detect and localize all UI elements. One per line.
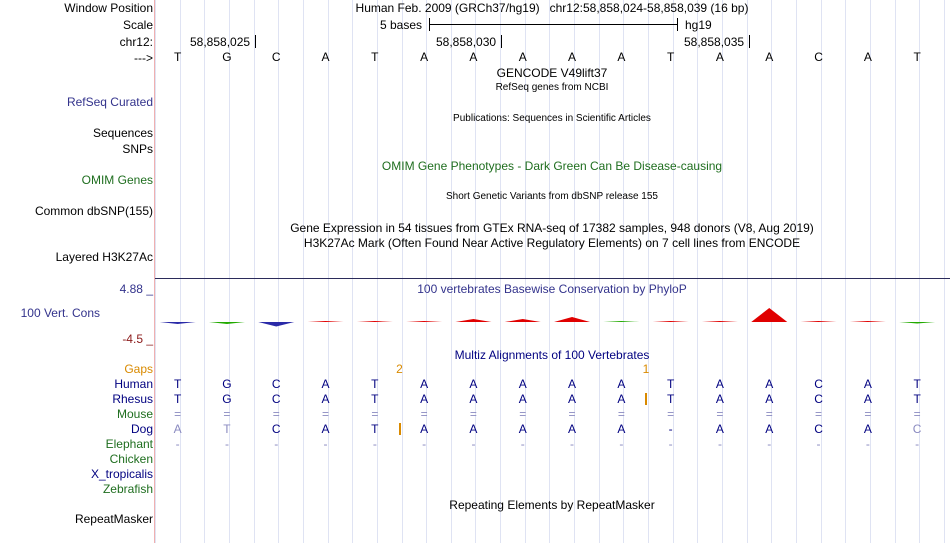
alignment-base: A xyxy=(568,392,577,406)
phylop-ymin: -4.5 _ xyxy=(122,332,153,346)
alignment-base: T xyxy=(371,377,379,391)
alignment-base: A xyxy=(173,422,182,436)
species-label-rhesus[interactable]: Rhesus xyxy=(112,392,153,406)
phylop-bar xyxy=(801,321,837,322)
base-letter: A xyxy=(469,50,478,64)
publications-track-title[interactable]: Publications: Sequences in Scientific Articles xyxy=(453,113,651,124)
base-letter: A xyxy=(863,50,872,64)
omim-track-title[interactable]: OMIM Gene Phenotypes - Dark Green Can Be Disease-causing xyxy=(381,159,723,173)
phylop-bar xyxy=(357,321,393,322)
snps-label[interactable]: SNPs xyxy=(122,142,153,156)
alignment-base: = xyxy=(667,407,675,421)
phylop-bar xyxy=(258,322,294,327)
alignment-base: = xyxy=(420,407,428,421)
base-letter: A xyxy=(420,50,429,64)
alignment-base: T xyxy=(223,422,231,436)
gridline xyxy=(451,0,452,543)
dbsnp-label[interactable]: Common dbSNP(155) xyxy=(34,204,153,218)
alignment-base: = xyxy=(716,407,724,421)
gridline xyxy=(352,0,353,543)
phylop-bar xyxy=(899,322,935,324)
phylop-ymax: 4.88 _ xyxy=(119,282,153,296)
alignment-base: A xyxy=(321,377,330,391)
alignment-base: = xyxy=(617,407,625,421)
phylop-bar xyxy=(653,321,689,322)
phylop-plot xyxy=(155,296,950,338)
alignment-base: A xyxy=(420,392,429,406)
base-letter: A xyxy=(568,50,577,64)
alignment-base: = xyxy=(469,407,477,421)
alignment-base: A xyxy=(617,377,626,391)
species-label-mouse[interactable]: Mouse xyxy=(116,407,153,421)
gridline xyxy=(944,0,945,543)
alignment-base: T xyxy=(913,392,921,406)
gridline xyxy=(254,0,255,543)
phylop-bar xyxy=(554,317,590,322)
position-tick-1 xyxy=(255,35,256,48)
alignment-base: A xyxy=(863,377,872,391)
position-tick-2 xyxy=(501,35,502,48)
alignment-base: T xyxy=(666,392,675,406)
alignment-base: = xyxy=(765,407,773,421)
alignment-base: - xyxy=(570,437,575,451)
phylop-bar xyxy=(505,319,541,322)
species-label-human[interactable]: Human xyxy=(114,377,153,391)
insertion-marker xyxy=(399,423,401,435)
alignment-base: - xyxy=(323,437,328,451)
multiz-track-title[interactable]: Multiz Alignments of 100 Vertebrates xyxy=(454,348,650,362)
base-letter: A xyxy=(765,50,774,64)
alignment-base: T xyxy=(371,392,379,406)
species-label-elephant[interactable]: Elephant xyxy=(105,437,153,451)
repeatmasker-label[interactable]: RepeatMasker xyxy=(74,512,153,526)
scale-bar xyxy=(429,24,678,25)
species-label-dog[interactable]: Dog xyxy=(130,422,153,436)
base-letter: T xyxy=(371,50,379,64)
alignment-base: T xyxy=(173,392,182,406)
alignment-base: A xyxy=(715,422,724,436)
base-letter: T xyxy=(666,50,675,64)
window-position-label: Window Position xyxy=(64,1,153,15)
phylop-bar xyxy=(160,322,196,324)
gridline xyxy=(845,0,846,543)
alignment-base: C xyxy=(271,392,281,406)
strand-label: ---> xyxy=(134,51,153,65)
gridline xyxy=(278,0,279,543)
refseq-track-title[interactable]: RefSeq genes from NCBI xyxy=(495,82,609,93)
base-letter: A xyxy=(715,50,724,64)
scale-bar-tick-right xyxy=(677,18,678,31)
gtex-track-title[interactable]: Gene Expression in 54 tissues from GTEx RNA-seq of 17382 samples, 948 donors (V8, Aug 2019) xyxy=(290,221,814,235)
h3k27ac-label[interactable]: Layered H3K27Ac xyxy=(55,250,153,264)
scale-db: hg19 xyxy=(685,18,712,32)
alignment-base: = xyxy=(519,407,527,421)
alignment-base: = xyxy=(913,407,921,421)
alignment-base: - xyxy=(915,437,920,451)
alignment-base: A xyxy=(469,392,478,406)
refseq-label[interactable]: RefSeq Curated xyxy=(66,95,153,109)
alignment-base: T xyxy=(913,377,921,391)
gridline xyxy=(328,0,329,543)
insertion-marker xyxy=(645,393,647,405)
gridline xyxy=(648,0,649,543)
alignment-base: A xyxy=(321,422,330,436)
gridline xyxy=(697,0,698,543)
phylop-bar xyxy=(702,321,738,322)
alignment-base: A xyxy=(715,392,724,406)
alignment-base: = xyxy=(568,407,576,421)
omim-label[interactable]: OMIM Genes xyxy=(81,173,153,187)
gridline xyxy=(155,0,156,543)
alignment-base: C xyxy=(814,422,823,436)
alignment-base: = xyxy=(322,407,330,421)
gaps-label: Gaps xyxy=(124,362,153,376)
dbsnp-track-title[interactable]: Short Genetic Variants from dbSNP release 155 xyxy=(446,191,658,202)
gridline xyxy=(180,0,181,543)
sidebar-border xyxy=(154,0,155,543)
alignment-base: T xyxy=(371,422,379,436)
gridline xyxy=(919,0,920,543)
alignment-base: - xyxy=(422,437,427,451)
base-letter: T xyxy=(913,50,921,64)
alignment-base: - xyxy=(224,437,229,451)
scale-bar-tick-left xyxy=(429,18,430,31)
gridline xyxy=(821,0,822,543)
gridline xyxy=(895,0,896,543)
gridline xyxy=(303,0,304,543)
gridline xyxy=(204,0,205,543)
base-letter: T xyxy=(173,50,182,64)
base-letter: A xyxy=(518,50,527,64)
sequences-label[interactable]: Sequences xyxy=(92,126,153,140)
alignment-base: = xyxy=(815,407,823,421)
alignment-base: - xyxy=(668,437,673,451)
alignment-base: - xyxy=(717,437,722,451)
gridline xyxy=(796,0,797,543)
alignment-base: A xyxy=(617,392,626,406)
alignment-base: A xyxy=(568,422,577,436)
alignment-base: A xyxy=(765,422,774,436)
gridline xyxy=(426,0,427,543)
gridline xyxy=(623,0,624,543)
alignment-base: A xyxy=(617,422,626,436)
window-position-value[interactable]: Human Feb. 2009 (GRCh37/hg19) chr12:58,858,024-58,858,039 (16 bp) xyxy=(355,1,749,15)
phylop-bar xyxy=(209,322,245,324)
species-label-chicken[interactable]: Chicken xyxy=(109,452,153,466)
alignment-base: - xyxy=(668,422,673,436)
alignment-base: A xyxy=(863,392,872,406)
phylop-bar xyxy=(455,319,491,322)
alignment-base: A xyxy=(518,392,527,406)
gencode-track-title[interactable]: GENCODE V49lift37 xyxy=(496,66,608,80)
alignment-base: A xyxy=(863,422,872,436)
gridline xyxy=(673,0,674,543)
phylop-bar xyxy=(308,321,344,322)
alignment-base: - xyxy=(471,437,476,451)
alignment-base: A xyxy=(469,377,478,391)
alignment-base: - xyxy=(372,437,377,451)
alignment-base: A xyxy=(518,422,527,436)
alignment-base: A xyxy=(765,392,774,406)
alignment-base: G xyxy=(222,377,232,391)
alignment-base: C xyxy=(271,377,281,391)
gridline xyxy=(771,0,772,543)
alignment-base: - xyxy=(767,437,772,451)
alignment-base: A xyxy=(321,392,330,406)
alignment-base: C xyxy=(814,377,823,391)
alignment-base: A xyxy=(765,377,774,391)
alignment-base: T xyxy=(173,377,182,391)
scale-value: 5 bases xyxy=(380,18,423,32)
alignment-base: C xyxy=(912,422,922,436)
species-label-zebrafish[interactable]: Zebrafish xyxy=(102,482,153,496)
alignment-base: - xyxy=(175,437,180,451)
gridline xyxy=(475,0,476,543)
alignment-base: G xyxy=(222,392,232,406)
phylop-label[interactable]: 100 Vert. Cons xyxy=(20,306,100,320)
repeatmasker-track-title[interactable]: Repeating Elements by RepeatMasker xyxy=(449,498,655,512)
alignment-base: A xyxy=(469,422,478,436)
gridline xyxy=(722,0,723,543)
position-label-3: 58,858,035 xyxy=(684,35,745,49)
alignment-base: = xyxy=(223,407,231,421)
alignment-base: C xyxy=(814,392,823,406)
alignment-base: - xyxy=(619,437,624,451)
scale-label: Scale xyxy=(122,18,153,32)
base-letter: C xyxy=(271,50,281,64)
alignment-base: A xyxy=(420,377,429,391)
alignment-base: C xyxy=(271,422,281,436)
base-letter: G xyxy=(222,50,232,64)
alignment-base: = xyxy=(864,407,872,421)
gridline xyxy=(870,0,871,543)
alignment-base: = xyxy=(174,407,182,421)
position-tick-3 xyxy=(749,35,750,48)
alignment-base: - xyxy=(274,437,279,451)
base-letter: C xyxy=(814,50,823,64)
alignment-base: A xyxy=(518,377,527,391)
gridline xyxy=(402,0,403,543)
gridline xyxy=(229,0,230,543)
position-label-1: 58,858,025 xyxy=(190,35,251,49)
base-letter: A xyxy=(321,50,330,64)
alignment-base: T xyxy=(666,377,675,391)
alignment-base: = xyxy=(371,407,379,421)
gap-count: 2 xyxy=(396,362,403,376)
base-letter: A xyxy=(617,50,626,64)
phylop-bar xyxy=(603,321,639,322)
alignment-base: - xyxy=(520,437,525,451)
species-label-x_tropicalis[interactable]: X_tropicalis xyxy=(90,467,153,481)
gridline xyxy=(377,0,378,543)
alignment-base: - xyxy=(816,437,821,451)
phylop-bar xyxy=(406,321,442,322)
alignment-base: = xyxy=(272,407,280,421)
gridline xyxy=(747,0,748,543)
gap-count: 1 xyxy=(642,362,650,376)
h3k27ac-track-title[interactable]: H3K27Ac Mark (Often Found Near Active Regulatory Elements) on 7 cell lines from ENCODE xyxy=(303,236,801,250)
phylop-track-title[interactable]: 100 vertebrates Basewise Conservation by PhyloP xyxy=(417,282,687,296)
phylop-bar xyxy=(850,321,886,322)
alignment-base: A xyxy=(715,377,724,391)
position-label-2: 58,858,030 xyxy=(436,35,497,49)
chrom-label: chr12: xyxy=(119,35,153,49)
alignment-base: A xyxy=(420,422,429,436)
phylop-bar xyxy=(751,308,787,322)
alignment-base: A xyxy=(568,377,577,391)
alignment-base: - xyxy=(865,437,870,451)
track-divider xyxy=(155,278,950,279)
